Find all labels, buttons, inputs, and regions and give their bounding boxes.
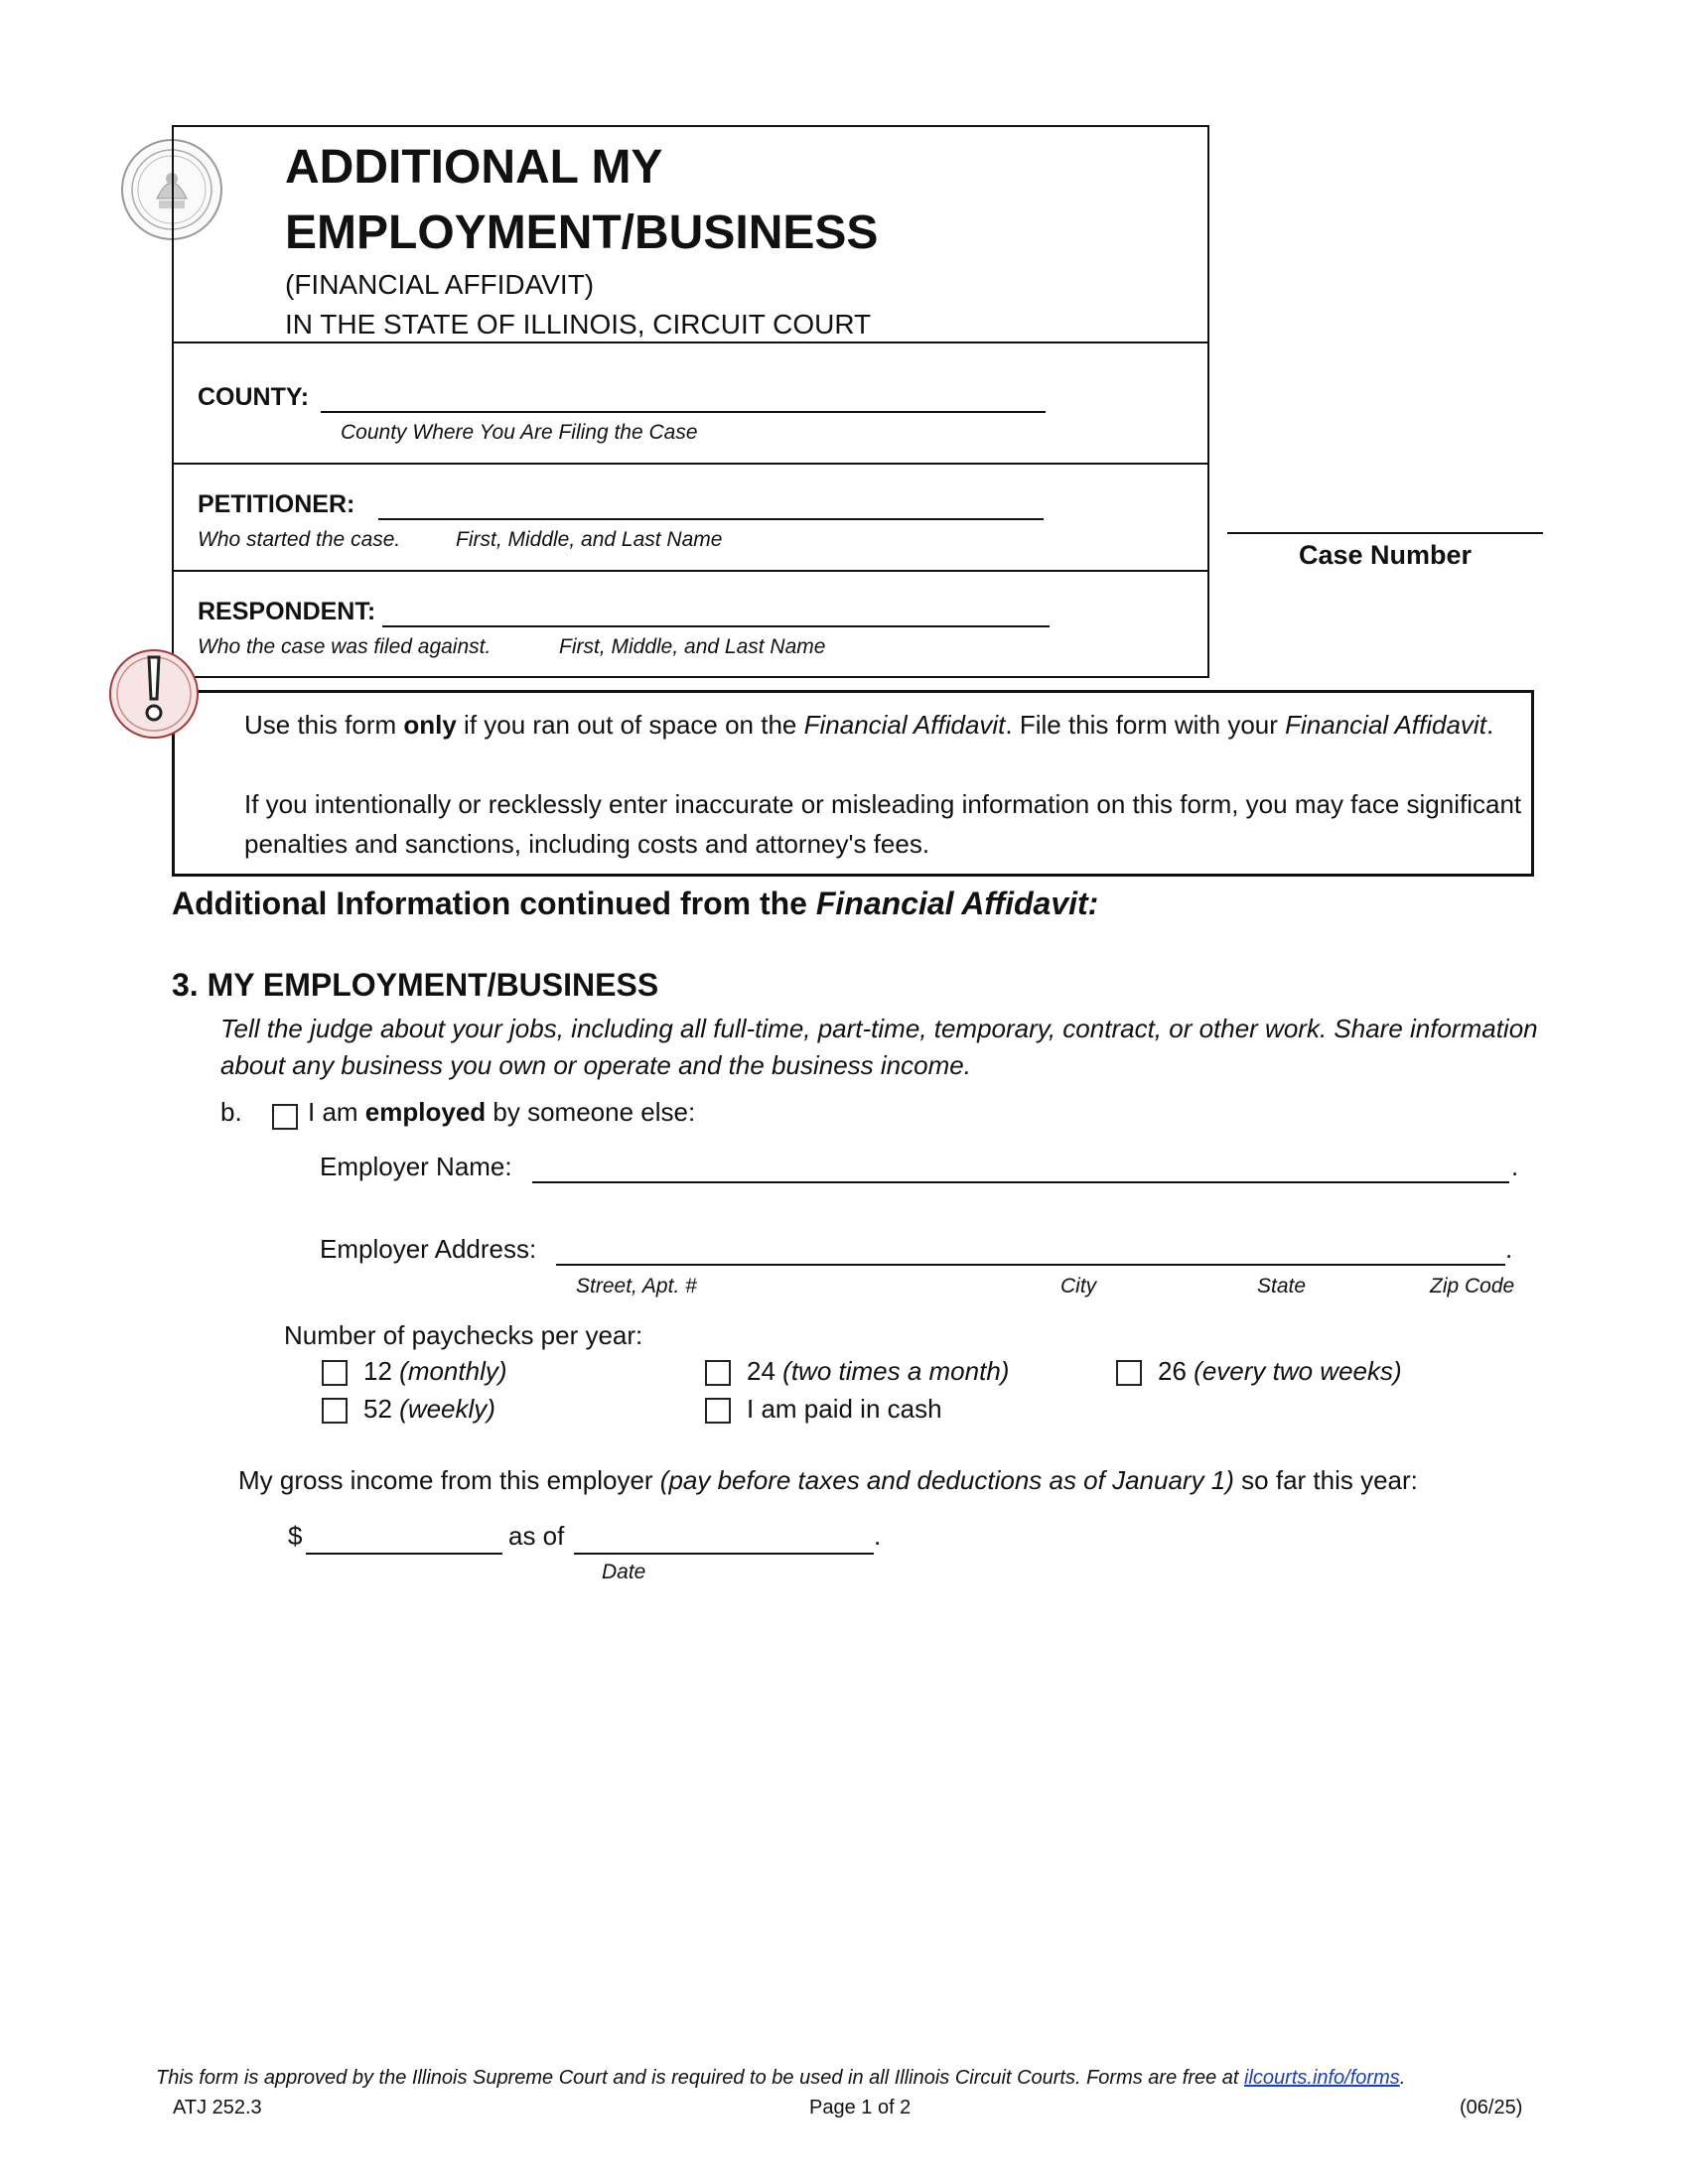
county-label: COUNTY: <box>198 383 310 411</box>
notice-paragraph-1: Use this form only if you ran out of space on the Financial Affidavit. File this form with your Financial Affidavit. <box>244 710 1494 740</box>
gross-income-label: My gross income from this employer (pay before taxes and deductions as of January 1) so far this year: <box>238 1465 1418 1495</box>
form-id: ATJ 252.3 <box>173 2097 262 2118</box>
footer-approval: This form is approved by the Illinois Supreme Court and is required to be used in all Illinois Circuit Courts. Forms are free at ilcourts.info/forms. <box>156 2067 1406 2089</box>
date-period: . <box>874 1521 882 1551</box>
form-title-line1: ADDITIONAL MY <box>285 141 663 194</box>
case-number-label: Case Number <box>1299 540 1473 570</box>
paycheck-26-label: 26 (every two weeks) <box>1158 1356 1402 1386</box>
form-title-line2: EMPLOYMENT/BUSINESS <box>285 206 879 259</box>
petitioner-hint-who: Who started the case. <box>198 528 401 551</box>
page-number: Page 1 of 2 <box>809 2097 912 2118</box>
employer-address-label: Employer Address: <box>320 1234 537 1264</box>
paid-in-cash-label: I am paid in cash <box>747 1394 942 1424</box>
employer-address-period: . <box>1505 1234 1513 1264</box>
paychecks-label: Number of paychecks per year: <box>284 1320 643 1350</box>
address-zip-hint: Zip Code <box>1430 1275 1515 1297</box>
gross-income-amount-field[interactable] <box>306 1553 502 1555</box>
respondent-hint-who: Who the case was filed against. <box>198 635 492 658</box>
petitioner-label: PETITIONER: <box>198 490 355 518</box>
paycheck-24-label: 24 (two times a month) <box>747 1356 1010 1386</box>
employed-checkbox[interactable] <box>272 1104 298 1130</box>
court-name: IN THE STATE OF ILLINOIS, CIRCUIT COURT <box>285 309 872 340</box>
county-field[interactable] <box>321 411 1046 413</box>
address-street-hint: Street, Apt. # <box>576 1275 697 1297</box>
employer-address-field[interactable] <box>556 1264 1505 1266</box>
case-number-field[interactable] <box>1227 532 1543 534</box>
gross-income-date-field[interactable] <box>574 1553 874 1555</box>
form-date: (06/25) <box>1460 2097 1523 2118</box>
address-city-hint: City <box>1060 1275 1097 1297</box>
employer-name-field[interactable] <box>532 1181 1509 1183</box>
as-of-label: as of <box>508 1521 565 1551</box>
section-3-heading: 3. MY EMPLOYMENT/BUSINESS <box>172 967 659 1003</box>
paid-in-cash-checkbox[interactable] <box>705 1398 731 1424</box>
petitioner-field[interactable] <box>378 518 1044 520</box>
paycheck-12-label: 12 (monthly) <box>363 1356 507 1386</box>
paycheck-12-checkbox[interactable] <box>322 1360 348 1386</box>
paycheck-52-label: 52 (weekly) <box>363 1394 495 1424</box>
notice-paragraph-2: If you intentionally or recklessly enter inaccurate or misleading information on this form, you may face significant penalties and sanctions, including costs and attorney's fees. <box>244 789 1522 859</box>
employer-name-period: . <box>1511 1152 1519 1181</box>
section-3-description: Tell the judge about your jobs, including all full-time, part-time, temporary, contract, or other work. Share information about any business you own or operate and the business income. <box>220 1014 1538 1080</box>
respondent-hint-name: First, Middle, and Last Name <box>559 635 826 658</box>
forms-link[interactable]: ilcourts.info/forms <box>1244 2067 1400 2089</box>
respondent-label: RESPONDENT: <box>198 598 376 625</box>
paycheck-52-checkbox[interactable] <box>322 1398 348 1424</box>
item-letter: b. <box>220 1097 242 1127</box>
respondent-field[interactable] <box>382 625 1050 627</box>
petitioner-hint-name: First, Middle, and Last Name <box>456 528 723 551</box>
employer-name-label: Employer Name: <box>320 1152 512 1181</box>
form-subtitle: (FINANCIAL AFFIDAVIT) <box>285 269 595 300</box>
date-hint: Date <box>602 1561 646 1583</box>
address-state-hint: State <box>1257 1275 1307 1297</box>
section-intro-heading: Additional Information continued from the Financial Affidavit: <box>172 886 1099 921</box>
employed-label: I am employed by someone else: <box>308 1097 696 1127</box>
notice-box <box>172 690 1534 877</box>
alert-icon <box>107 647 201 741</box>
paycheck-24-checkbox[interactable] <box>705 1360 731 1386</box>
dollar-sign: $ <box>288 1521 303 1551</box>
county-hint: County Where You Are Filing the Case <box>341 421 698 444</box>
paycheck-26-checkbox[interactable] <box>1116 1360 1142 1386</box>
case-caption-box <box>172 125 1209 678</box>
